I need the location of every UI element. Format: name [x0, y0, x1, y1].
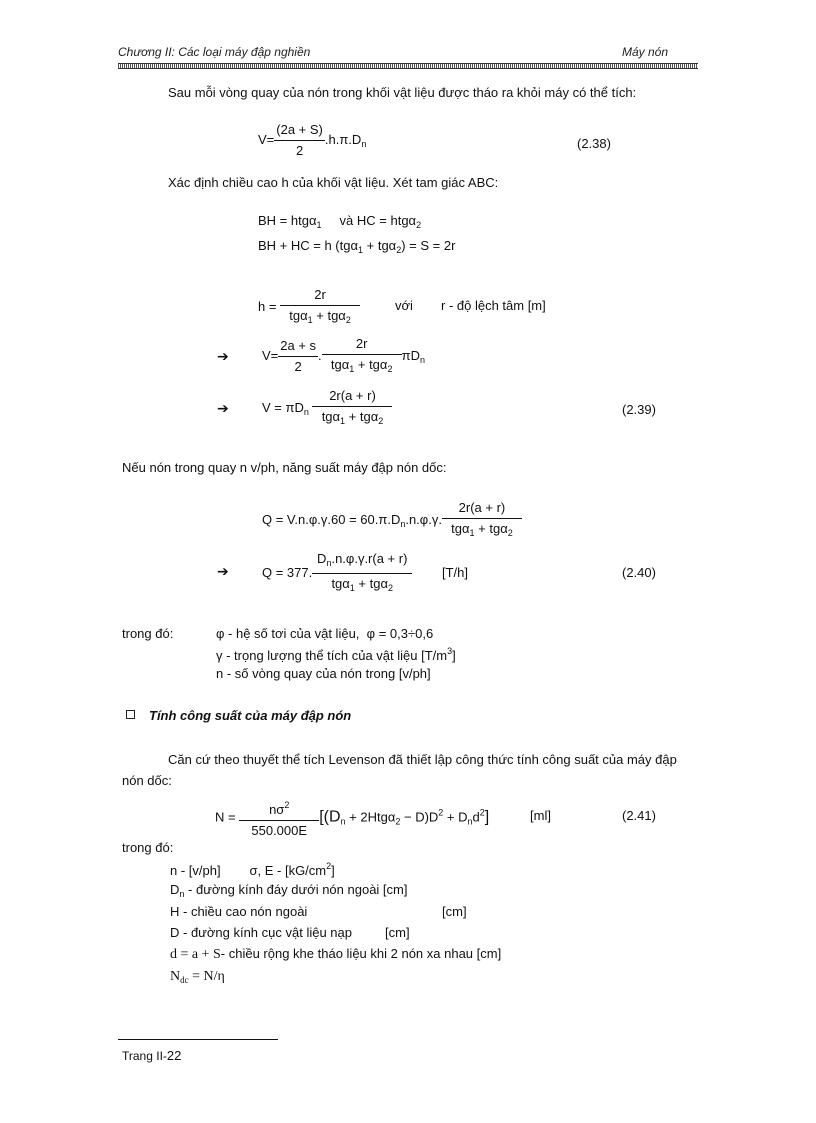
def-d: D - đường kính cục vật liệu nạp [170, 925, 352, 940]
implies-arrow-icon: ➔ [217, 400, 229, 416]
equation-h: h = $\frac{2r}{tg\alpha_1 + tg\alpha_2}$ [258, 285, 360, 330]
equation-number-2-41: (2.41) [622, 808, 656, 823]
def-phi: φ - hệ số tơi của vật liệu, φ = 0,3÷0,6 [216, 626, 434, 641]
footer-rule [118, 1039, 278, 1040]
paragraph-height: Xác định chiều cao h của khối vật liệu. Xét tam giác ABC: [168, 175, 499, 190]
equation-number-2-39: (2.39) [622, 402, 656, 417]
equation-bh-hc: BH = htgα$_1$ và HC = htgα$_2$ [258, 213, 422, 230]
equation-2-40: Q = 377. $\frac{D_n.n.\varphi.\gamma.r(a + r)}{tg\alpha_1 + tg\alpha_2}$ [262, 549, 412, 598]
def-d-unit: [cm] [385, 925, 410, 940]
def-dn: $D_n$ - đường kính đáy dưới nón ngoài [cm] [170, 882, 408, 899]
unit-t-h: [T/h] [442, 565, 469, 580]
equation-q: $Q = V.n.\varphi.\gamma.60 = 60.\pi.D_n.n.\varphi.\gamma$. $\frac{2r(a + r)}{tg\alpha_1 + tg\alpha_2}$ [262, 498, 522, 543]
label-where-2: trong đó: [122, 840, 174, 855]
page-number: Trang II-22 [122, 1048, 182, 1063]
def-n: n - số vòng quay của nón trong [v/ph] [216, 666, 431, 681]
header-rule [118, 63, 698, 69]
label-eccentricity: r - độ lệch tâm [m] [441, 298, 546, 313]
label-where: trong đó: [122, 626, 174, 641]
equation-2-38: V= $\frac{(2a + S)}{2}$ $.h.\pi.D_n$ [258, 122, 367, 158]
def-ndc: $N_{dc} = N/\eta$ [170, 969, 225, 985]
header-chapter: Chương II: Các loại máy đập nghiền [118, 45, 311, 59]
label-with: với [395, 298, 413, 313]
paragraph-volume: Sau mỗi vòng quay của nón trong khối vật liệu được tháo ra khỏi máy có thể tích: [168, 85, 637, 100]
implies-arrow-icon: ➔ [217, 563, 229, 579]
def-h: H - chiều cao nón ngoài [170, 904, 308, 919]
paragraph-capacity: Nếu nón trong quay n v/ph, năng suất máy đập nón dốc: [122, 460, 447, 475]
equation-number-2-40: (2.40) [622, 565, 656, 580]
paragraph-levenson: Căn cứ theo thuyết thể tích Levenson đã thiết lập công thức tính công suất của máy đập [168, 752, 677, 767]
def-gamma: γ - trọng lượng thể tích của vật liệu $[T/m^3]$ [216, 646, 456, 663]
header-section: Máy nón [622, 45, 669, 59]
equation-2-41: N = $\frac{n\sigma^2}{550.000E}$ $[(D_n + 2Htg\alpha_2 - D)D^2 + D_nd^2]$ [215, 795, 489, 841]
equation-v-substituted: V= $\frac{2a + s}{2}$ . $\frac{2r}{tg\alpha_1 + tg\alpha_2}$ $\pi D_n$ [262, 336, 426, 374]
unit-ml: [ml] [530, 808, 551, 823]
def-gap: d = a + S- chiều rộng khe tháo liệu khi 2 nón xa nhau [cm] [170, 946, 502, 962]
def-h-unit: [cm] [442, 904, 467, 919]
paragraph-levenson-cont: nón dốc: [122, 773, 172, 788]
section-heading: Tính công suất của máy đập nón [126, 708, 351, 723]
implies-arrow-icon: ➔ [217, 348, 229, 364]
equation-number-2-38: (2.38) [577, 136, 611, 151]
square-bullet-icon [126, 710, 135, 719]
def-n-sigma-e: n - [v/ph] σ, E - $[kG/cm^2]$ [170, 861, 335, 878]
equation-bh-plus-hc: BH + HC = h (tgα$_1$ + tgα$_2$) = S = 2r [258, 238, 456, 255]
equation-2-39: $V = \pi D_n$ $\frac{2r(a + r)}{tg\alpha_1 + tg\alpha_2}$ [262, 386, 392, 431]
